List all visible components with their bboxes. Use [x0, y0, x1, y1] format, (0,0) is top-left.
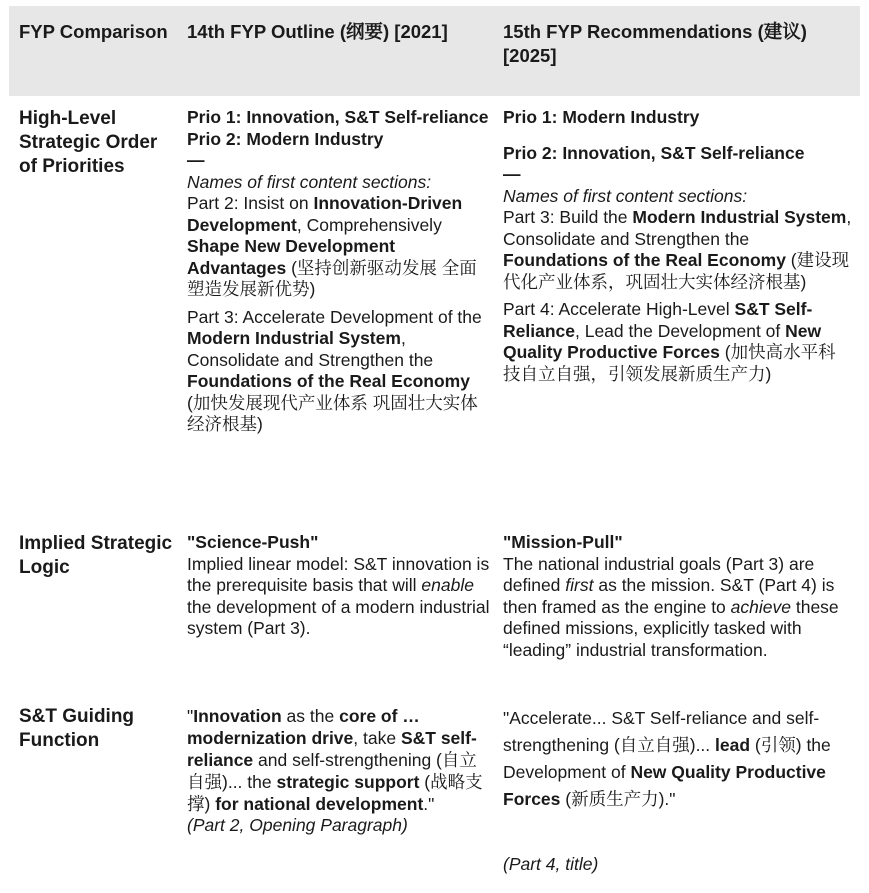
cell-14th-logic [187, 532, 493, 640]
logic-text: Implied linear model: S&T innovation is the prerequisite basis that will enable the development of a modern industrial system (Part 3). [187, 553, 490, 638]
part-4-text: Part 4: Accelerate High-Level S&T Self-Reliance, Lead the Development of New Quality Productive Forces (加快高水平科技自立自强，引领发展新质生产力) [503, 299, 836, 384]
header-14th-fyp: 14th FYP Outline (纲要) [2021] [187, 21, 448, 42]
cell-15th-guiding [503, 705, 853, 874]
cell-14th-priorities [187, 107, 493, 436]
logic-title: "Science-Push" [187, 532, 319, 552]
table-header [9, 6, 860, 96]
row-label-guiding-function: S&T Guiding Function [19, 706, 135, 751]
prio-2-text: Prio 2: Innovation, S&T Self-reliance [503, 142, 805, 163]
part-3-text: Part 3: Build the Modern Industrial System, Consolidate and Strengthen the Foundations of the Real Economy (建设现代化产业体系，巩固壮大实体经济根基) [503, 207, 852, 292]
part-2-text: Part 2: Insist on Innovation-Driven Development, Comprehensively Shape New Development Advantages (坚持创新驱动发展 全面塑造发展新优势) [187, 193, 477, 299]
guiding-quote: "Accelerate... S&T Self-reliance and self-strengthening (自立自强)... lead (引领) the Development of New Quality Productive Forces (新质生产力)." [503, 708, 831, 809]
row-label-priorities: High-Level Strategic Order of Priorities [19, 108, 158, 177]
section-names-heading: Names of first content sections: [503, 185, 748, 206]
logic-title: "Mission-Pull" [503, 532, 623, 552]
part-3-text: Part 3: Accelerate Development of the Modern Industrial System, Consolidate and Strengthen the Foundations of the Real Economy (加快发展现代产业体系 巩固壮大实体经济根基) [187, 306, 482, 434]
guiding-quote: "Innovation as the core of … modernization drive, take S&T self-reliance and self-strengthening (自立自强)... the strategic support (战略支撑) for national development." [187, 706, 483, 814]
prio-2-text: Prio 2: Modern Industry [187, 128, 384, 149]
quote-source: (Part 2, Opening Paragraph) [187, 815, 408, 835]
logic-text: The national industrial goals (Part 3) are defined first as the mission. S&T (Part 4) is then framed as the engine to achieve these defined missions, explicitly tasked with “leading” industrial transformation. [503, 553, 839, 660]
separator-dash: — [187, 150, 205, 170]
header-fyp-comparison: FYP Comparison [19, 21, 168, 42]
cell-15th-logic [503, 532, 853, 661]
separator-dash: — [503, 164, 521, 184]
prio-1-text: Prio 1: Modern Industry [503, 107, 700, 127]
prio-1-text: Prio 1: Innovation, S&T Self-reliance [187, 107, 489, 127]
section-names-heading: Names of first content sections: [187, 171, 432, 192]
cell-15th-priorities [503, 107, 853, 385]
header-15th-fyp: 15th FYP Recommendations (建议) [2025] [503, 21, 807, 66]
cell-14th-guiding [187, 705, 493, 837]
row-label-strategic-logic: Implied Strategic Logic [19, 533, 173, 578]
quote-source: (Part 4, title) [503, 854, 599, 874]
